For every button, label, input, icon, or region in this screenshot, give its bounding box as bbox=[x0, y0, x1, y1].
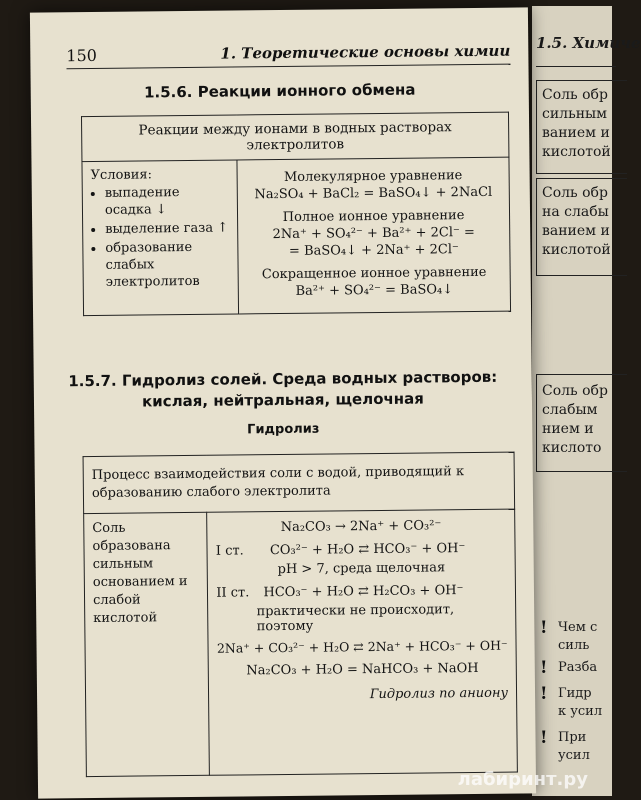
adjacent-text: Соль обр bbox=[542, 185, 608, 201]
salt-type-cell: Соль образована сильным основанием и слабой кислотой bbox=[84, 512, 210, 776]
hydrolysis-definition: Процесс взаимодействия соли с водой, приводящий к образованию слабого электролита bbox=[83, 452, 515, 514]
stage1-row bbox=[216, 541, 507, 559]
full-ionic-equation-line1: 2Na⁺ + SO₄²⁻ + Ba²⁺ + 2Cl⁻ = bbox=[272, 224, 475, 243]
adjacent-page bbox=[532, 6, 641, 796]
adjacent-text: ванием и bbox=[542, 223, 610, 239]
hydrolysis-table bbox=[83, 452, 518, 778]
adjacent-text: кислотой bbox=[542, 144, 611, 160]
adjacent-running-head: 1.5. Химиче bbox=[536, 34, 641, 52]
ionic-hydrolysis-equation: 2Na⁺ + CO₃²⁻ + H₂O ⇄ 2Na⁺ + HCO₃⁻ + OH⁻ bbox=[216, 637, 508, 656]
stage2-equation: HCO₃⁻ + H₂O ⇄ H₂CO₃ + OH⁻ bbox=[263, 583, 464, 601]
adjacent-text: к усил bbox=[558, 704, 603, 719]
adjacent-text: Соль обр bbox=[542, 87, 608, 103]
chapter-title: 1. Теоретические основы химии bbox=[220, 41, 511, 63]
exclamation-icon: ! bbox=[540, 618, 548, 638]
watermark: лабиринт.ру bbox=[457, 769, 588, 790]
conditions-label: Условия: bbox=[90, 167, 153, 184]
adjacent-text: кислотой bbox=[542, 242, 611, 258]
exclamation-icon: ! bbox=[540, 728, 548, 748]
section-title-hydrolysis-line1: 1.5.7. Гидролиз солей. Среда водных растворов: bbox=[68, 367, 498, 391]
book-page bbox=[30, 7, 536, 798]
adjacent-text: усил bbox=[558, 748, 590, 763]
hydrolysis-subtitle: Гидролиз bbox=[247, 421, 320, 438]
dissociation-equation: Na₂CO₃ → 2Na⁺ + CO₃²⁻ bbox=[280, 518, 442, 536]
ion-exchange-table-header: Реакции между ионами в водных растворах электролитов bbox=[81, 112, 508, 161]
adjacent-text: кислото bbox=[542, 440, 602, 456]
stage1-equation: CO₃²⁻ + H₂O ⇄ HCO₃⁻ + OH⁻ bbox=[269, 541, 466, 559]
condition-item: • выпадение осадка ↓ bbox=[105, 184, 229, 219]
adjacent-text: силь bbox=[558, 638, 590, 653]
stage2-note-line2: поэтому bbox=[256, 618, 314, 635]
molecular-equation: Na₂SO₄ + BaCl₂ = BaSO₄↓ + 2NaCl bbox=[254, 184, 493, 203]
short-ionic-equation: Ba²⁺ + SO₄²⁻ = BaSO₄↓ bbox=[295, 282, 454, 299]
hydrolysis-equations-cell bbox=[207, 509, 517, 775]
short-ionic-equation-label: Сокращенное ионное уравнение bbox=[261, 264, 487, 283]
exclamation-icon: ! bbox=[540, 658, 548, 678]
adjacent-text: слабым bbox=[542, 402, 598, 418]
adjacent-text: Разба bbox=[558, 660, 598, 675]
adjacent-text: При bbox=[558, 730, 587, 745]
adjacent-text: Соль обр bbox=[542, 383, 608, 399]
molecular-equation-label: Молекулярное уравнение bbox=[283, 168, 463, 185]
adjacent-text: ванием и bbox=[542, 125, 610, 141]
stage1-label: I ст. bbox=[215, 543, 244, 559]
adjacent-text: Гидр bbox=[558, 686, 592, 701]
conditions-list bbox=[91, 184, 230, 291]
stage1-note: pH > 7, среда щелочная bbox=[277, 560, 446, 578]
full-ionic-equation-line2: = BaSO₄↓ + 2Na⁺ + 2Cl⁻ bbox=[288, 242, 459, 259]
stage2-label: II ст. bbox=[216, 585, 250, 601]
conditions-cell bbox=[82, 160, 239, 316]
ion-exchange-table bbox=[81, 112, 511, 316]
stage2-row bbox=[216, 583, 507, 601]
stage2-note-line1: практически не происходит, bbox=[256, 602, 455, 620]
full-ionic-equation-label: Полное ионное уравнение bbox=[282, 208, 465, 225]
section-title-hydrolysis-line2: кислая, нейтральная, щелочная bbox=[141, 389, 424, 411]
condition-item: • образование слабых электролитов bbox=[105, 239, 230, 291]
exclamation-icon: ! bbox=[540, 684, 548, 704]
page-number: 150 bbox=[66, 45, 97, 66]
hydrolysis-footer: Гидролиз по аниону bbox=[369, 685, 509, 703]
adjacent-text: Чем с bbox=[558, 620, 598, 635]
equations-cell bbox=[237, 157, 511, 314]
adjacent-head-rule bbox=[536, 66, 616, 67]
condition-item: • выделение газа ↑ bbox=[105, 220, 229, 238]
section-title-ion-exchange: 1.5.6. Реакции ионного обмена bbox=[143, 80, 416, 102]
adjacent-text: на слабы bbox=[542, 204, 609, 220]
running-head bbox=[66, 42, 510, 70]
molecular-hydrolysis-equation: Na₂CO₃ + H₂O = NaHCO₃ + NaOH bbox=[246, 660, 479, 679]
adjacent-text: нием и bbox=[542, 421, 594, 437]
adjacent-text: сильным bbox=[542, 106, 608, 122]
